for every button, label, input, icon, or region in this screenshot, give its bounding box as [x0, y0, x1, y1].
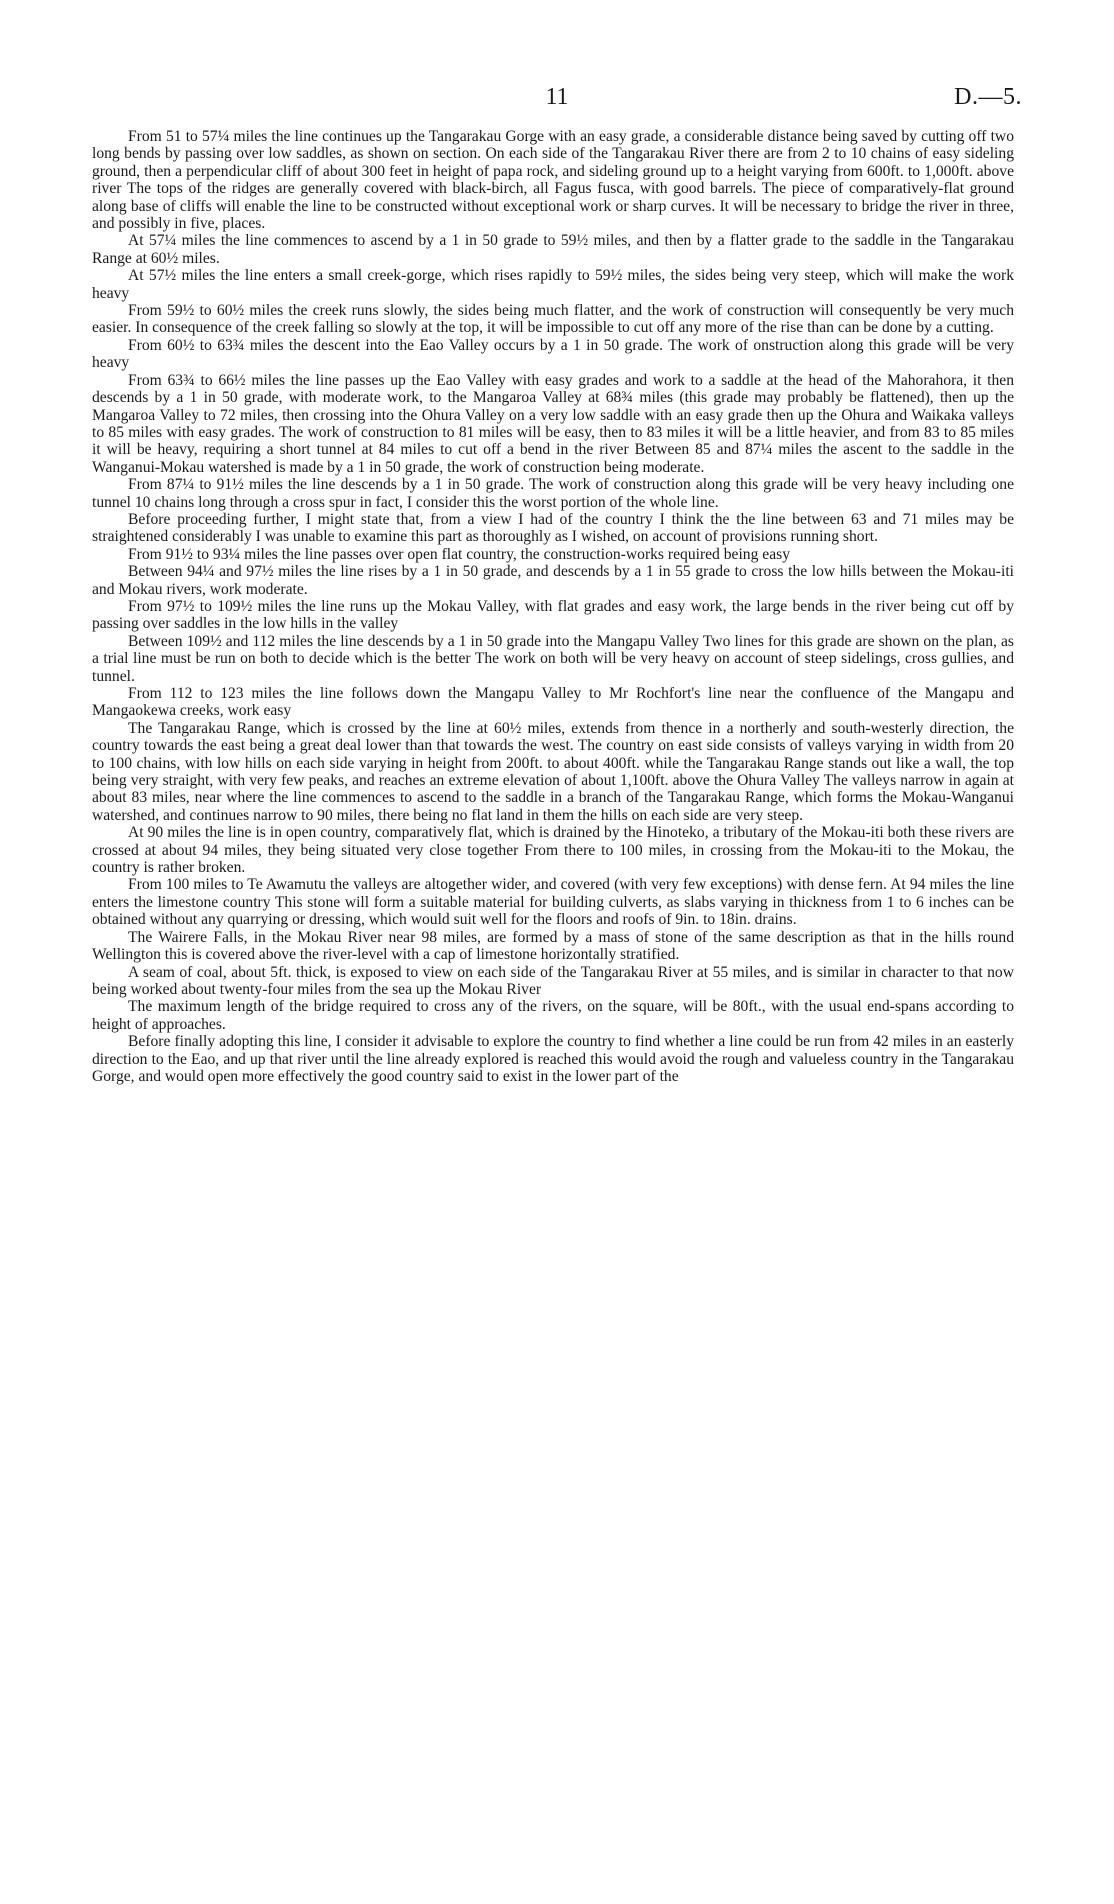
paragraph: Before finally adopting this line, I consider it advisable to explore the country to find whether a line could be run from 42 miles in an easterly direction to the Eao, and up that river until the line already explored is reached this would avoid the rough and valueless country in the Tangarakau Gorge, and would open more effectively the good country said to exist in the lower part of the — [92, 1033, 1014, 1085]
paragraph: The maximum length of the bridge required to cross any of the rivers, on the square, will be 80ft., with the usual end-spans according to height of approaches. — [92, 998, 1014, 1033]
paragraph: Between 109½ and 112 miles the line descends by a 1 in 50 grade into the Mangapu Valley Two lines for this grade are shown on the plan, as a trial line must be run on both to decide which is the better The work on both will be very heavy on account of steep sidelings, cross gullies, and tunnel. — [92, 632, 1014, 685]
paragraph: The Wairere Falls, in the Mokau River near 98 miles, are formed by a mass of stone of the same description as that in the hills round Wellington this is covered above the river-level with a cap of limestone horizontally stratified. — [92, 928, 1014, 964]
paragraph: From 63¾ to 66½ miles the line passes up the Eao Valley with easy grades and work to a saddle at the head of the Mahorahora, it then descends by a 1 in 50 grade, with moderate work, to the Mangaroa Valley at 68¾ miles (this grade may probably be flattened), then up the Mangaroa Valley to 72 miles, then crossing into the Ohura Valley on a very low saddle with an easy grade then up the Ohura and Waikaka valleys to 85 miles with easy grades. The work of construction to 81 miles will be easy, then to 83 miles it will be a little heavier, and from 83 to 85 miles it will be heavy, requiring a short tunnel at 84 miles to cut off a bend in the river Between 85 and 87¼ miles the ascent to the saddle in the Wanganui-Mokau watershed is made by a 1 in 50 grade, the work of construction being moderate. — [92, 371, 1014, 476]
paragraph: Before proceeding further, I might state that, from a view I had of the country I think the the line between 63 and 71 miles may be straightened considerably I was unable to examine this part as thoroughly as I wished, on account of provisions running short. — [92, 510, 1014, 546]
page-header — [92, 84, 1022, 116]
document-reference: D.—5. — [954, 84, 1022, 110]
paragraph: From 112 to 123 miles the line follows down the Mangapu Valley to Mr Rochfort's line near the confluence of the Mangapu and Mangaokewa creeks, work easy — [92, 685, 1014, 720]
paragraph: From 87¼ to 91½ miles the line descends by a 1 in 50 grade. The work of construction along this grade will be very heavy including one tunnel 10 chains long through a cross spur in fact, I consider this the worst portion of the whole line. — [92, 476, 1014, 511]
paragraph: A seam of coal, about 5ft. thick, is exposed to view on each side of the Tangarakau River at 55 miles, and is similar in character to that now being worked about twenty-four miles from the sea up the Mokau River — [92, 963, 1014, 998]
body-text — [92, 128, 1014, 1085]
paragraph: From 97½ to 109½ miles the line runs up the Mokau Valley, with flat grades and easy work, the large bends in the river being cut off by passing over saddles in the low hills in the valley — [92, 597, 1014, 633]
paragraph: From 60½ to 63¾ miles the descent into the Eao Valley occurs by a 1 in 50 grade. The work of onstruction along this grade will be very heavy — [92, 336, 1014, 372]
paragraph: Between 94¼ and 97½ miles the line rises by a 1 in 50 grade, and descends by a 1 in 55 grade to cross the low hills between the Mokau-iti and Mokau rivers, work moderate. — [92, 563, 1014, 598]
page-number: 11 — [545, 84, 569, 110]
paragraph: From 100 miles to Te Awamutu the valleys are altogether wider, and covered (with very few exceptions) with dense fern. At 94 miles the line enters the limestone country This stone will form a suitable material for building culverts, as slabs varying in thickness from 1 to 6 inches can be obtained without any quarrying or dressing, which would suit well for the floors and roofs of 9in. to 18in. drains. — [92, 876, 1014, 929]
paragraph: At 57½ miles the line enters a small creek-gorge, which rises rapidly to 59½ miles, the sides being very steep, which will make the work heavy — [92, 267, 1014, 302]
paragraph: From 51 to 57¼ miles the line continues up the Tangarakau Gorge with an easy grade, a considerable distance being saved by cutting off two long bends by passing over low saddles, as shown on section. On each side of the Tangarakau River there are from 2 to 10 chains of easy sideling ground, then a perpendicular cliff of about 300 feet in height of papa rock, and sideling ground up to a height varying from 600ft. to 1,000ft. above river The tops of the ridges are generally covered with black-birch, all Fagus fusca, with good barrels. The piece of comparatively-flat ground along base of cliffs will enable the line to be constructed without exceptional work or sharp curves. It will be necessary to bridge the river in three, and possibly in five, places. — [92, 128, 1014, 233]
paragraph: From 59½ to 60½ miles the creek runs slowly, the sides being much flatter, and the work of construction will consequently be very much easier. In consequence of the creek falling so slowly at the top, it will be impossible to cut off any more of the rise than can be done by a cutting. — [92, 302, 1014, 337]
paragraph: At 90 miles the line is in open country, comparatively flat, which is drained by the Hinoteko, a tributary of the Mokau-iti both these rivers are crossed at about 94 miles, they being situated very close together From there to 100 miles, in crossing from the Mokau-iti to the Mokau, the country is rather broken. — [92, 824, 1014, 877]
paragraph: The Tangarakau Range, which is crossed by the line at 60½ miles, extends from thence in a northerly and south-westerly direction, the country towards the east being a great deal lower than that towards the west. The country on east side consists of valleys varying in width from 20 to 100 chains, with low hills on each side varying in height from 200ft. to about 400ft. while the Tangarakau Range stands out like a wall, the top being very straight, with very few peaks, and reaches an extreme elevation of about 1,100ft. above the Ohura Valley The valleys narrow in again at about 83 miles, near where the line commences to ascend to the saddle in a branch of the Tangarakau Range, which forms the Mokau-Wanganui watershed, and continues narrow to 90 miles, there being no flat land in them the hills on each side are very steep. — [92, 719, 1014, 824]
paragraph: At 57¼ miles the line commences to ascend by a 1 in 50 grade to 59½ miles, and then by a flatter grade to the saddle in the Tangarakau Range at 60½ miles. — [92, 232, 1014, 267]
paragraph: From 91½ to 93¼ miles the line passes over open flat country, the construction-works required being easy — [128, 545, 791, 563]
